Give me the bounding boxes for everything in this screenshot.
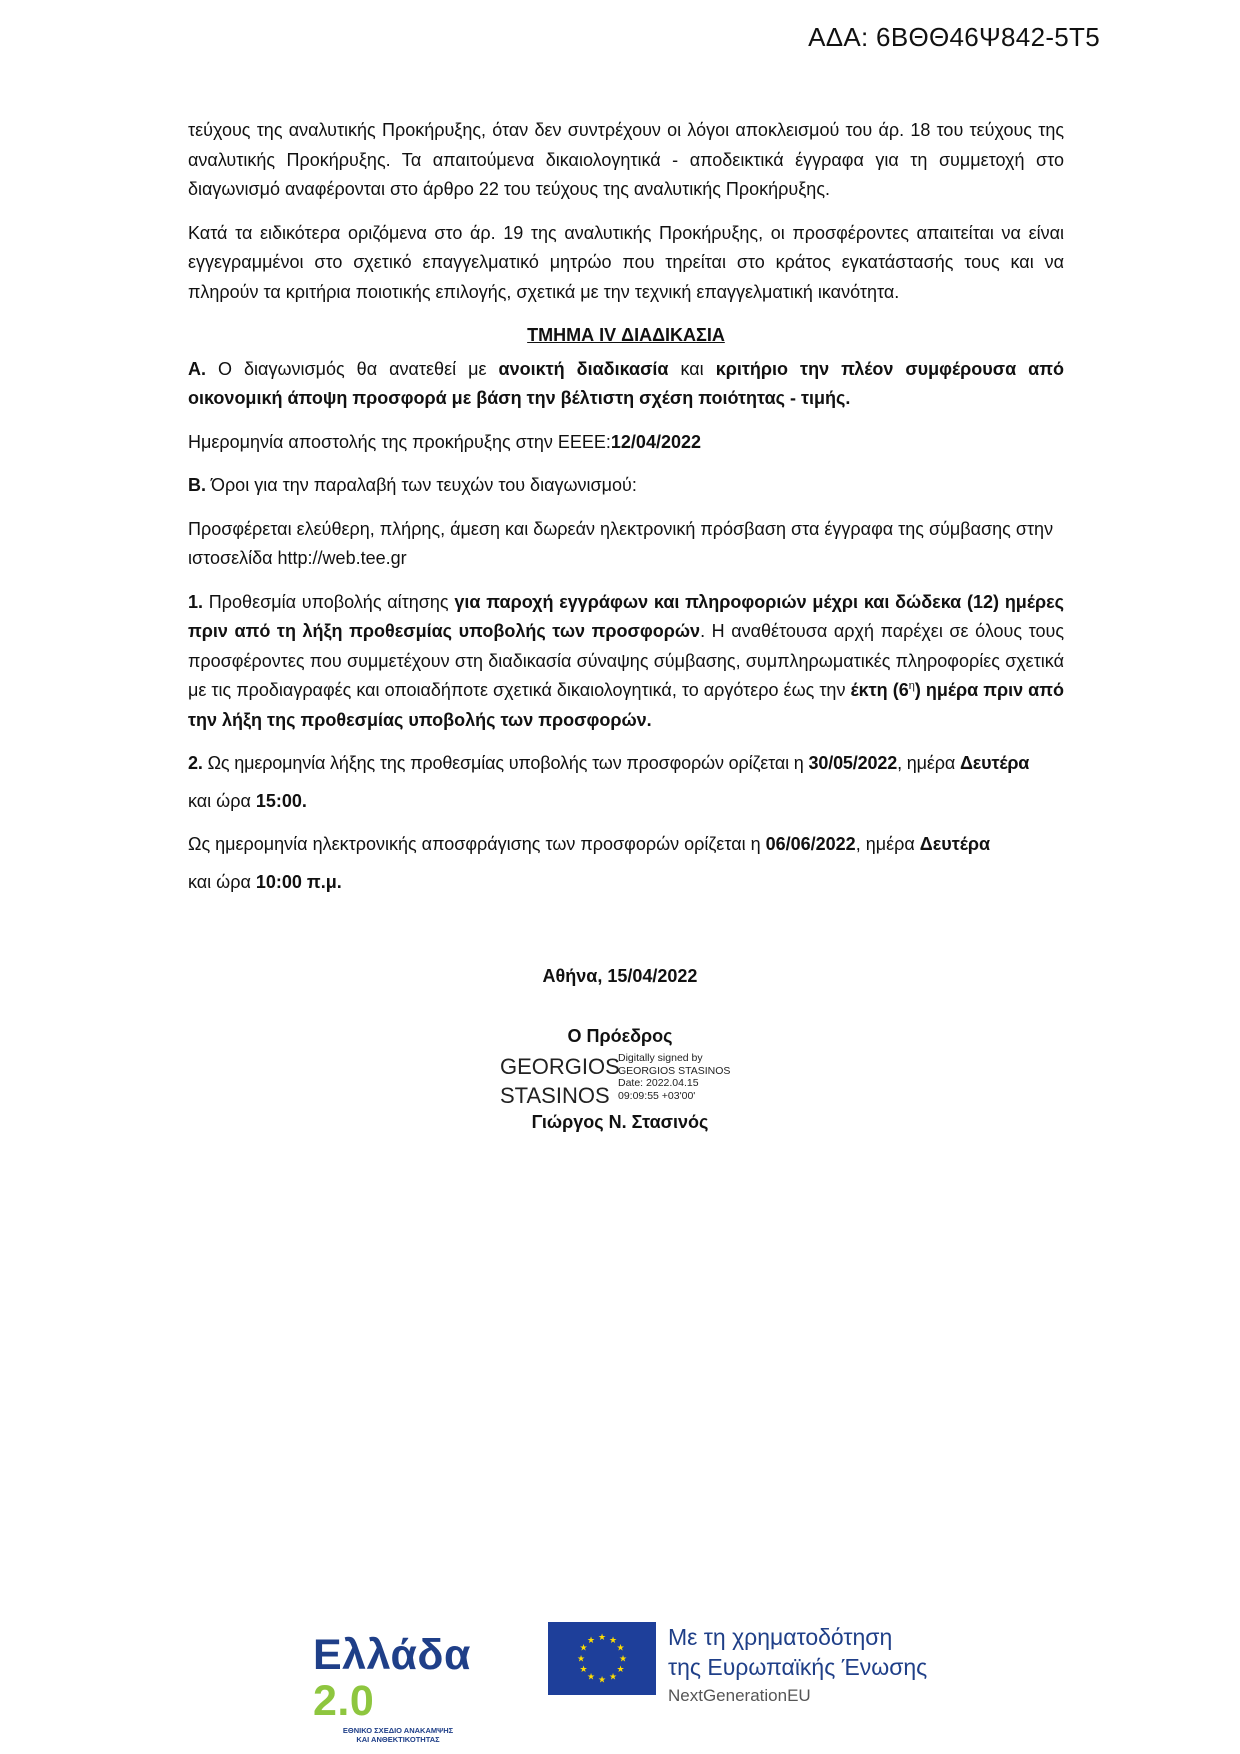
signature-detail-line: Digitally signed by [618,1052,703,1064]
svg-text:★: ★ [616,1643,625,1654]
svg-text:★: ★ [618,1654,628,1665]
svg-text:★: ★ [616,1665,625,1675]
deadline-time: 15:00. [255,790,307,811]
text: Ημερομηνία αποστολής της προκήρυξης στην ΕΕΕΕ: [188,431,611,452]
next-generation-eu: NextGenerationEU [668,1686,811,1705]
bold-text: ) ημέρα πριν από την λήξη της προθεσμίας υποβολής των προσφορών. [188,680,1064,730]
svg-text:★: ★ [586,1636,596,1646]
place-date: Αθήνα, 15/04/2022 [542,966,698,986]
ellada-subtitle [313,1726,483,1744]
label-2: 2. [188,753,203,773]
text: και ώρα [188,871,256,892]
bold-text: ανοικτή διαδικασία [498,358,669,379]
svg-text:★: ★ [608,1636,618,1646]
text: , ημέρα [855,834,920,854]
label-a: Α. [188,358,206,379]
svg-text:★: ★ [579,1665,588,1675]
signature-detail-line: GEORGIOS STASINOS [618,1064,731,1077]
paragraph-item-2-time [188,787,1064,817]
signature-name-line: GEORGIOS [500,1054,620,1079]
ada-code: ΑΔΑ: 6ΒΘΘ46Ψ842-5Τ5 [808,22,1100,52]
text: , ημέρα [897,753,960,773]
ellada-word: Ελλάδα [313,1631,471,1679]
signature-name [500,1052,620,1110]
paragraph-eligibility: τεύχους της αναλυτικής Προκήρυξης, όταν δεν συντρέχουν οι λόγοι αποκλεισμού του άρ. 18 του τεύχους της αναλυτικής Προκήρυξης. Τα απαιτούμενα δικαιολογητικά - αποδεικτικά έγγραφα για τη συμμετοχή στο διαγωνισμό αναφέρονται στο άρθρο 22 του τεύχους της αναλυτικής Προκήρυξης. [188,120,1064,199]
ellada-subtitle-line: ΚΑΙ ΑΝΘΕΚΤΙΚΟΤΗΤΑΣ [356,1735,440,1744]
svg-text:★: ★ [579,1643,588,1654]
label-1: 1. [188,591,204,612]
deadline-date: 30/05/2022 [808,753,898,773]
opening-day: Δευτέρα [919,834,991,854]
document-body [188,116,1064,911]
signature-name-line: STASINOS [500,1083,610,1108]
paragraph-registration: Κατά τα ειδικότερα οριζόμενα στο άρ. 19 της αναλυτικής Προκήρυξης, οι προσφέροντες απαιτείται να είναι εγγεγραμμένοι στο σχετικό επαγγελματικό μητρώο που τηρείται στο κράτος εγκατάστασής τους και να πληρούν τα κριτήρια ποιοτικής επιλογής, σχετικά με την τεχνική επαγγελματική ικανότητα. [188,222,1064,302]
eeee-date: 12/04/2022 [610,431,701,452]
ellada-logo-title [313,1632,513,1724]
bold-text: για παροχή εγγράφων και πληροφοριών μέχρι και δώδεκα (12) ημέρες πριν από τη λήξη προθεσμίας υποβολής των προσφορών [188,591,1064,641]
eu-funding-text [668,1622,968,1708]
label-b: Β. [188,475,206,495]
deadline-day: Δευτέρα [959,753,1030,773]
svg-text:★: ★ [586,1672,596,1683]
eu-line: της Ευρωπαϊκής Ένωσης [668,1654,928,1680]
signature-details [618,1052,730,1102]
funding-footer [0,1622,1240,1744]
eu-flag-icon [548,1622,656,1695]
text: Ως ημερομηνία ηλεκτρονικής αποσφράγισης των προσφορών ορίζεται η [188,834,766,854]
bold-text: κριτήριο την πλέον συμφέρουσα από οικονομική άποψη προσφορά με βάση την βέλτιστη σχέση ποιότητας - τιμής. [188,358,1064,408]
opening-date: 06/06/2022 [765,834,856,854]
eu-line: Με τη χρηματοδότηση [668,1624,893,1650]
paragraph-eeee-date [188,428,1064,458]
svg-text:★: ★ [597,1633,607,1643]
text: . Η αναθέτουσα αρχή παρέχει σε όλους τους προσφέροντες που συμμετέχουν στη διαδικασία σύναψης σύμβασης, συμπληρωματικές πληροφορίες σχετικά με τις προδιαγραφές και οποιαδήποτε σχετικά δικαιολογητικά, το αργότερο έως την [188,621,1064,700]
svg-text:★: ★ [608,1672,618,1683]
ellada-subtitle-line: ΕΘΝΙΚΟ ΣΧΕΔΙΟ ΑΝΑΚΑΜΨΗΣ [342,1726,454,1735]
paragraph-opening [188,830,1064,860]
signature-detail-line: 09:09:55 +03'00' [618,1089,696,1102]
opening-time: 10:00 π.μ. [255,871,342,892]
text: και [668,358,716,379]
svg-text:★: ★ [576,1654,586,1665]
paragraph-item-2 [188,749,1064,779]
superscript: η [908,680,915,692]
paragraph-opening-time [188,868,1064,898]
text: Προθεσμία υποβολής αίτησης [203,591,455,612]
paragraph-procedure-b [188,471,1064,501]
paragraph-procedure-a [188,355,1064,414]
text: Όροι για την παραλαβή των τευχών του διαγωνισμού: [206,475,637,495]
signer-role: Ο Πρόεδρος [567,1026,673,1046]
eu-stars [548,1622,656,1695]
ellada-2-0-logo [313,1632,513,1744]
signature-detail-line: Date: 2022.04.15 [618,1077,699,1090]
signer-name: Γιώργος Ν. Στασινός [531,1112,709,1132]
bold-text: έκτη (6 [850,680,909,700]
digital-signature [500,1052,760,1112]
ellada-number: 2.0 [313,1677,375,1725]
text: και ώρα [188,790,256,811]
text: Ως ημερομηνία λήξης της προθεσμίας υποβολής των προσφορών ορίζεται η [202,753,809,773]
paragraph-access: Προσφέρεται ελεύθερη, πλήρης, άμεση και δωρεάν ηλεκτρονική πρόσβαση στα έγγραφα της σύμβασης στην ιστοσελίδα http://web.tee.gr [188,518,1054,568]
text: Ο διαγωνισμός θα ανατεθεί με [206,358,499,379]
svg-text:★: ★ [597,1675,607,1686]
section-heading: ΤΜΗΜΑ IV ΔΙΑΔΙΚΑΣΙΑ [527,325,725,345]
paragraph-item-1 [188,588,1064,736]
